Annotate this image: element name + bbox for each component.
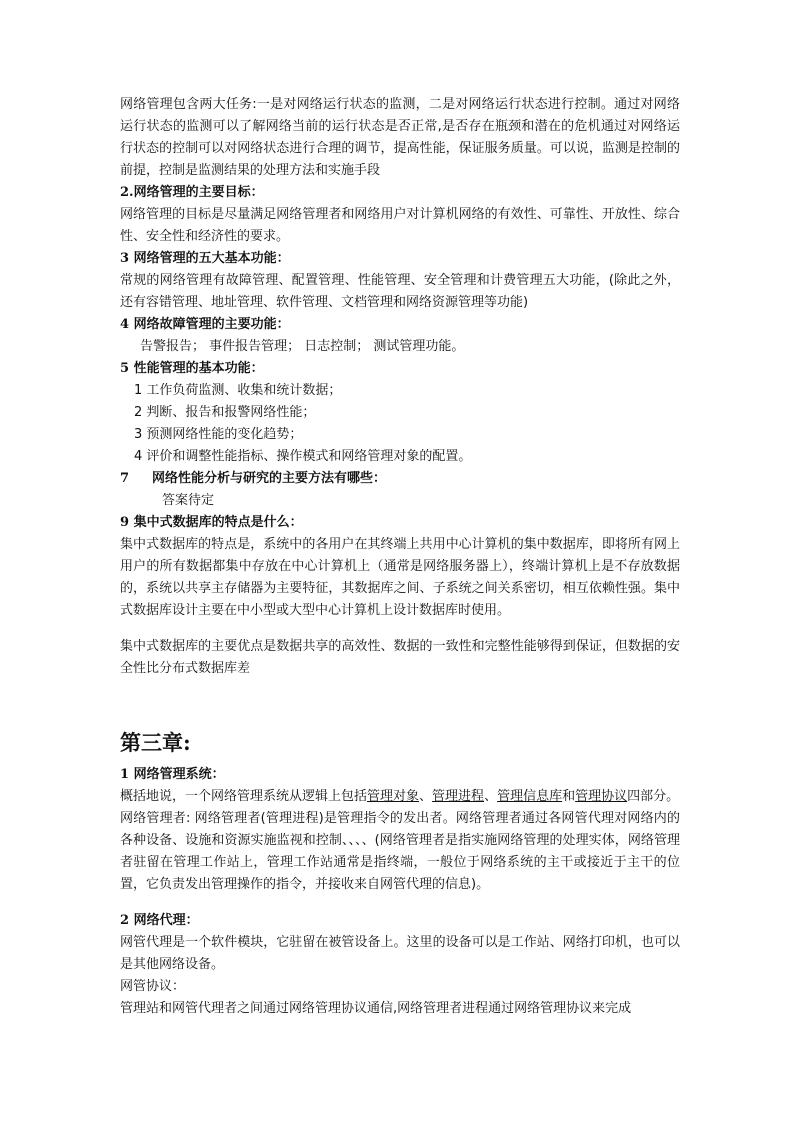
section-7-answer: 答案待定 <box>162 493 215 508</box>
chapter-3-title: 第三章: <box>120 730 191 755</box>
section-5-item: 1 工作负荷监测、收集和统计数据； <box>134 383 342 398</box>
summary-text-b: 四部分。 <box>627 789 680 804</box>
section-7-title: 网络性能分析与研究的主要方法有哪些： <box>152 471 387 486</box>
section-9-text-1: 集中式数据库的特点是，系统中的各用户在其终端上共用中心计算机的集中数据库，即将所有网上用户的所有数据都集中存放在中心计算机上（通常是网络服务器上），终端计算机上是不存放数据的，系统以共享主存储器为主要特征，其数据库之间、子系统之间关系密切，相互依赖性强。集中式数据库设计主要在中小型或大型中心计算机上设计数据库时使用。 <box>120 537 680 618</box>
section-7-heading <box>120 468 680 490</box>
term-management-protocol: 管理协议 <box>575 789 628 804</box>
paragraph-gap <box>120 622 680 636</box>
intro-paragraph: 网络管理包含两大任务:一是对网络运行状态的监测，二是对网络运行状态进行控制。通过对网络运行状态的监测可以了解网络当前的运行状态是否正常,是否存在瓶颈和潜在的危机通过对网络运行状态的控制可以对网络状态进行合理的调节，提高性能，保证服务质量。可以说，监测是控制的前提，控制是监测结果的处理方法和实施手段 <box>120 97 680 178</box>
section-7-number: 7 <box>120 471 130 486</box>
section-5-item: 4 评价和调整性能指标、操作模式和网络管理对象的配置。 <box>134 449 472 464</box>
section-5-heading: 5 性能管理的基本功能： <box>120 361 264 376</box>
section-5-item: 3 预测网络性能的变化趋势； <box>134 427 303 442</box>
ch3-section-2-text: 网管代理是一个软件模块，它驻留在被管设备上。这里的设备可以是工作站、网络打印机，也可以是其他网络设备。 <box>120 935 680 972</box>
summary-sep: 、 <box>419 789 433 804</box>
section-2-heading: 2.网络管理的主要目标： <box>120 185 264 200</box>
ch3-network-manager-text: 网络管理者: 网络管理者(管理进程)是管理指令的发出者。网络管理者通过各网管代理对网络内的各种设备、设施和资源实施监视和控制、、、、(网络管理者是指实施网络管理的处理实体，网络管理者驻留在管理工作站上，管理工作站通常是指终端，一般位于网络系统的主干或接近于主干的位置，它负责发出管理操作的指令，并接收来自网管代理的信息)。 <box>120 811 680 892</box>
section-2-text: 网络管理的目标是尽量满足网络管理者和网络用户对计算机网络的有效性、可靠性、开放性、综合性、安全性和经济性的要求。 <box>120 207 680 244</box>
section-5-item: 2 判断、报告和报警网络性能； <box>134 405 316 420</box>
section-3-text: 常规的网络管理有故障管理、配置管理、性能管理、安全管理和计费管理五大功能，(除此之外，还有容错管理、地址管理、软件管理、文档管理和网络资源管理等功能) <box>120 273 680 310</box>
ch3-section-1-heading: 1 网络管理系统： <box>120 767 225 782</box>
section-9-text-2: 集中式数据库的主要优点是数据共享的高效性、数据的一致性和完整性能够得到保证，但数据的安全性比分布式数据库差 <box>120 639 680 676</box>
term-management-process: 管理进程 <box>432 789 485 804</box>
term-managed-objects: 管理对象 <box>367 789 420 804</box>
summary-sep: 、 <box>484 789 498 804</box>
ch3-section-1-summary <box>120 786 680 808</box>
ch3-protocol-text: 管理站和网管代理者之间通过网络管理协议通信,网络管理者进程通过网络管理协议来完成 <box>120 1001 632 1016</box>
term-mib: 管理信息库 <box>497 789 563 804</box>
summary-sep: 和 <box>562 789 576 804</box>
section-4-functions: 告警报告； 事件报告管理； 日志控制； 测试管理功能。 <box>140 339 465 354</box>
section-9-heading: 9 集中式数据库的特点是什么： <box>120 515 303 530</box>
section-4-heading: 4 网络故障管理的主要功能： <box>120 317 290 332</box>
ch3-protocol-label: 网管协议： <box>120 979 186 994</box>
ch3-section-2-heading: 2 网络代理： <box>120 913 199 928</box>
document-page <box>120 94 680 1020</box>
summary-text-a: 概括地说，一个网络管理系统从逻辑上包括 <box>120 789 368 804</box>
section-3-heading: 3 网络管理的五大基本功能： <box>120 251 290 266</box>
paragraph-gap <box>120 896 680 910</box>
chapter-gap <box>120 680 680 728</box>
